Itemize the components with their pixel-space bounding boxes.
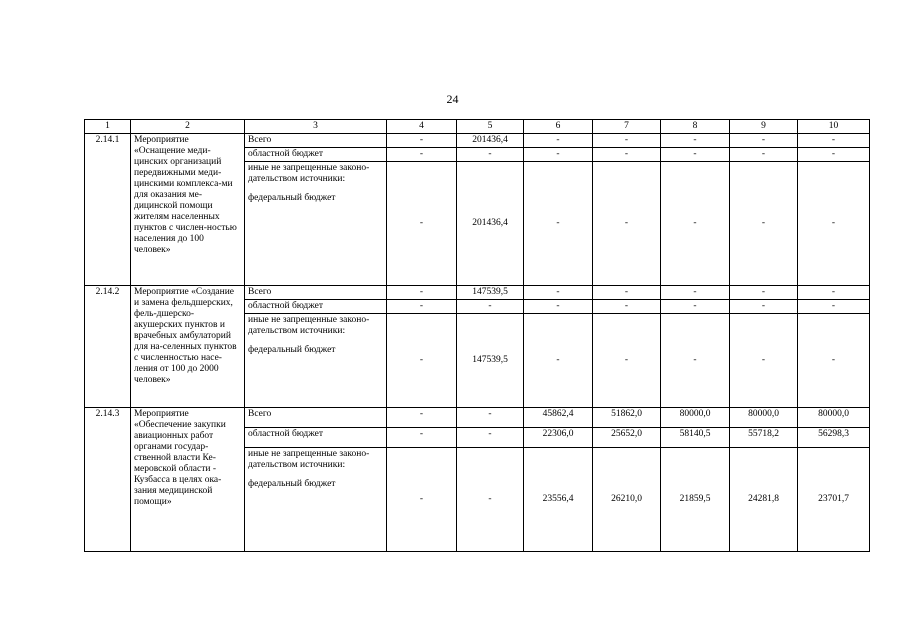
value-cell: - [387,300,457,314]
value-cell: 45862,4 [524,408,593,428]
value-cell: - [661,286,730,300]
measure-name: Мероприятие «Оснащение меди-цинских организаций передвижными меди-цинскими комплекса-ми для оказания ме-дицинской помощи жителям населенных пунктов с числен-ностью населения до 100 человек» [131,134,245,286]
table-row [85,286,870,300]
page-number: 24 [446,92,459,106]
value-cell: - [457,408,524,428]
col-header: 7 [593,120,661,134]
value-cell: - [798,300,870,314]
value-cell: - [798,148,870,162]
value-cell: - [593,300,661,314]
value-cell: - [457,300,524,314]
value-cell: - [593,148,661,162]
value-cell: 23701,7 [798,448,870,552]
header-row [85,120,870,134]
value-cell: - [387,428,457,448]
value-cell: - [661,162,730,286]
value-cell: - [730,134,798,148]
col-header: 2 [131,120,245,134]
row-id: 2.14.2 [85,286,131,408]
value-cell: - [798,314,870,408]
other-sources-label: иные не запрещенные законо-дательством источники: [248,449,370,470]
col-header: 1 [85,120,131,134]
value-cell: 201436,4 [457,162,524,286]
value-cell: - [457,428,524,448]
value-cell: - [387,286,457,300]
value-cell: 21859,5 [661,448,730,552]
federal-label: федеральный бюджет [248,345,336,355]
source-label: Всего [245,286,387,300]
value-cell: 80000,0 [661,408,730,428]
source-other [245,314,387,408]
measure-name: Мероприятие «Обеспечение закупки авиационных работ органами государ-ственной власти Ке-меровской области - Кузбасса в целях ока-зания медицинской помощи» [131,408,245,552]
value-cell: 147539,5 [457,286,524,300]
col-header: 10 [798,120,870,134]
value-cell: - [387,408,457,428]
value-cell: 26210,0 [593,448,661,552]
value-cell: - [524,134,593,148]
federal-label: федеральный бюджет [248,479,336,489]
value-cell: - [661,148,730,162]
value-cell: - [661,134,730,148]
value-cell: - [593,134,661,148]
value-cell: 56298,3 [798,428,870,448]
col-header: 5 [457,120,524,134]
value-cell: - [593,286,661,300]
value-cell: - [457,148,524,162]
federal-label: федеральный бюджет [248,193,336,203]
value-cell: 80000,0 [730,408,798,428]
value-cell: - [730,314,798,408]
col-header: 3 [245,120,387,134]
value-cell: - [457,448,524,552]
value-cell: - [798,134,870,148]
value-cell: 51862,0 [593,408,661,428]
col-header: 8 [661,120,730,134]
source-label: областной бюджет [245,148,387,162]
value-cell: - [661,314,730,408]
value-cell: 55718,2 [730,428,798,448]
value-cell: 147539,5 [457,314,524,408]
value-cell: 24281,8 [730,448,798,552]
value-cell: - [661,300,730,314]
row-id: 2.14.1 [85,134,131,286]
value-cell: - [730,286,798,300]
value-cell: - [524,286,593,300]
value-cell: - [387,134,457,148]
col-header: 6 [524,120,593,134]
value-cell: - [730,148,798,162]
value-cell: - [593,314,661,408]
row-id: 2.14.3 [85,408,131,552]
source-label: областной бюджет [245,300,387,314]
col-header: 4 [387,120,457,134]
value-cell: 201436,4 [457,134,524,148]
value-cell: - [730,300,798,314]
value-cell: - [524,314,593,408]
col-header: 9 [730,120,798,134]
source-label: Всего [245,408,387,428]
value-cell: - [798,162,870,286]
other-sources-label: иные не запрещенные законо-дательством источники: [248,315,370,336]
value-cell: - [524,162,593,286]
value-cell: 58140,5 [661,428,730,448]
value-cell: 22306,0 [524,428,593,448]
value-cell: 23556,4 [524,448,593,552]
value-cell: - [730,162,798,286]
budget-table [84,119,870,552]
value-cell: - [593,162,661,286]
table-row [85,408,870,428]
value-cell: - [387,448,457,552]
value-cell: - [798,286,870,300]
value-cell: - [387,148,457,162]
source-label: областной бюджет [245,428,387,448]
other-sources-label: иные не запрещенные законо-дательством источники: [248,163,370,184]
value-cell: - [524,148,593,162]
source-label: Всего [245,134,387,148]
value-cell: - [387,314,457,408]
value-cell: - [524,300,593,314]
value-cell: - [387,162,457,286]
table-row [85,134,870,148]
measure-name: Мероприятие «Создание и замена фельдшерских, фель-дшерско-акушерских пунктов и врачебных амбулаторий для на-селенных пунктов с численностью насе-ления от 100 до 2000 человек» [131,286,245,408]
source-other [245,448,387,552]
value-cell: 25652,0 [593,428,661,448]
source-other [245,162,387,286]
value-cell: 80000,0 [798,408,870,428]
